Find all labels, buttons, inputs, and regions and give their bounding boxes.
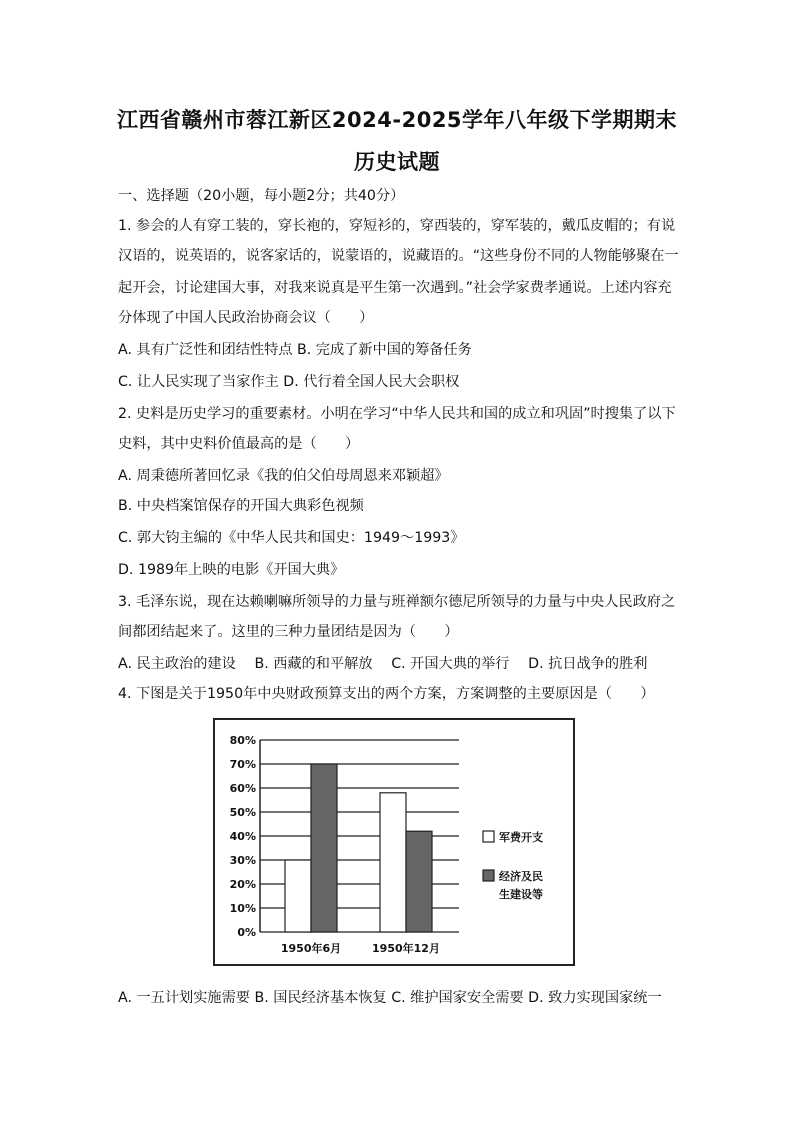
q2-option-d: D. 1989年上映的电影《开国大典》 <box>118 562 345 578</box>
q3-stem-line2: 间都团结起来了。这里的三种力量团结是因为（ ） <box>118 624 459 640</box>
section-heading: 一、选择题（20小题，每小题2分；共40分） <box>118 188 405 204</box>
y-tick-label: 50% <box>229 806 256 819</box>
q2-stem-line1: 2. 史料是历史学习的重要素材。小明在学习“中华人民共和国的成立和巩固”时搜集了以下 <box>118 406 676 422</box>
budget-bar-chart <box>215 720 573 964</box>
q1-stem-line3: 起开会，讨论建国大事，对我来说真是平生第一次遇到。”社会学家费孝通说。上述内容充 <box>118 280 672 296</box>
q2-option-a: A. 周秉德所著回忆录《我的伯父伯母周恩来邓颖超》 <box>118 468 449 484</box>
y-tick-label: 0% <box>237 926 256 939</box>
q2-stem-line2: 史料，其中史料价值最高的是（ ） <box>118 436 360 452</box>
legend-label-economy-line1: 经济及民 <box>499 870 543 883</box>
budget-chart-figure <box>213 718 575 966</box>
q1-options-ab: A. 具有广泛性和团结性特点 B. 完成了新中国的筹备任务 <box>118 342 472 358</box>
q4-stem: 4. 下图是关于1950年中央财政预算支出的两个方案，方案调整的主要原因是（ ） <box>118 686 655 702</box>
y-tick-label: 60% <box>229 782 256 795</box>
q1-stem-line2: 汉语的，说英语的，说客家话的，说蒙语的，说藏语的。“这些身份不同的人物能够聚在一 <box>118 248 679 264</box>
bar-economy <box>311 764 337 932</box>
q1-options-cd: C. 让人民实现了当家作主 D. 代行着全国人民大会职权 <box>118 374 460 390</box>
legend-swatch-economy <box>483 870 494 881</box>
q4-options: A. 一五计划实施需要 B. 国民经济基本恢复 C. 维护国家安全需要 D. 致力实现国家统一 <box>118 990 662 1006</box>
y-tick-label: 20% <box>229 878 256 891</box>
exam-title-line2: 历史试题 <box>354 150 440 174</box>
legend-label-economy-line2: 生建设等 <box>499 888 543 901</box>
q1-stem-line1: 1. 参会的人有穿工装的，穿长袍的，穿短衫的，穿西装的，穿军装的，戴瓜皮帽的；有说 <box>118 218 676 234</box>
q1-stem-line4: 分体现了中国人民政治协商会议（ ） <box>118 310 374 326</box>
y-tick-label: 80% <box>229 734 256 747</box>
q3-stem-line1: 3. 毛泽东说，现在达赖喇嘛所领导的力量与班禅额尔德尼所领导的力量与中央人民政府之 <box>118 594 676 610</box>
legend-swatch-military <box>483 831 494 842</box>
bar-military <box>380 793 406 932</box>
q2-option-c: C. 郭大钧主编的《中华人民共和国史：1949～1993》 <box>118 530 465 546</box>
q2-option-b: B. 中央档案馆保存的开国大典彩色视频 <box>118 498 364 514</box>
y-tick-label: 40% <box>229 830 256 843</box>
exam-title-line1: 江西省赣州市蓉江新区2024-2025学年八年级下学期期末 <box>116 108 678 132</box>
bar-military <box>285 860 311 932</box>
x-category-label: 1950年6月 <box>280 942 342 955</box>
legend-label-military: 军费开支 <box>499 831 543 844</box>
x-category-label: 1950年12月 <box>372 942 440 955</box>
bar-economy <box>406 831 432 932</box>
q3-options: A. 民主政治的建设 B. 西藏的和平解放 C. 开国大典的举行 D. 抗日战争的胜利 <box>118 656 648 672</box>
y-tick-label: 30% <box>229 854 256 867</box>
y-tick-label: 10% <box>229 902 256 915</box>
y-tick-label: 70% <box>229 758 256 771</box>
